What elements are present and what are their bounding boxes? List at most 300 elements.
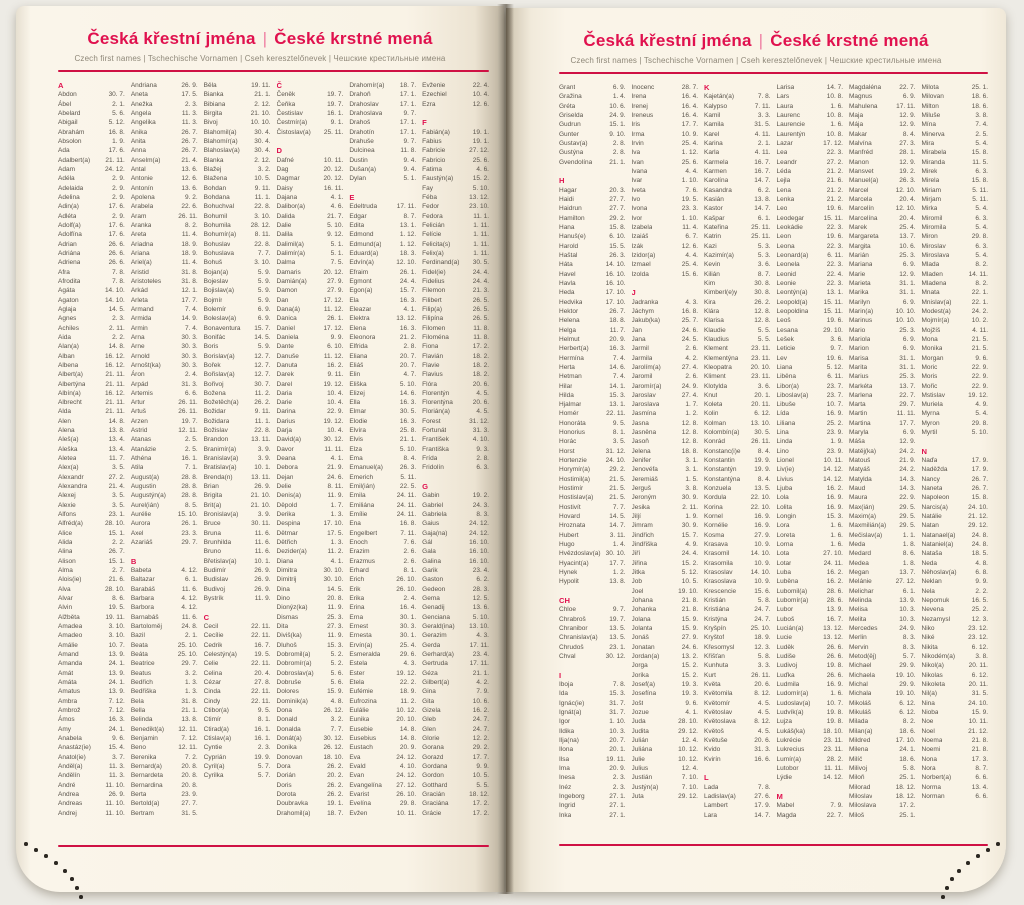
name-entry [777, 475, 844, 484]
name-day-date: 31. 1. [899, 354, 916, 362]
name-day-date: 3. 6. [830, 335, 843, 343]
name-day-date: 7. 12. [108, 706, 125, 714]
given-name: Jozue [631, 708, 649, 716]
name-day-date: 13. 12. [823, 634, 843, 642]
name-entry [632, 493, 699, 502]
name-entry [422, 249, 489, 258]
name-entry [632, 624, 699, 633]
name-day-date: 2. 7. [112, 567, 125, 575]
given-name: Armand [130, 305, 154, 313]
name-entry [204, 184, 271, 193]
given-name: Kryštof [704, 634, 725, 642]
given-name: Luboš [776, 615, 795, 623]
name-entry [204, 193, 271, 202]
name-day-date: 21. 8. [971, 736, 988, 744]
name-entry [777, 326, 844, 335]
given-name: Gema [422, 595, 440, 603]
name-entry [777, 717, 844, 726]
name-day-date: 2. 6. [685, 345, 698, 353]
name-day-date: 21. 10. [250, 492, 271, 500]
given-name: Dora [276, 762, 291, 770]
name-entry [849, 335, 916, 344]
given-name: Arnošt(ka) [130, 361, 161, 369]
name-day-date: 12. 10. [895, 186, 916, 194]
name-entry [58, 519, 125, 528]
name-entry [349, 212, 416, 221]
name-entry [849, 214, 916, 223]
name-day-date: 16. 3. [108, 716, 125, 724]
given-name: Eleazar [349, 305, 372, 313]
given-name: Bianka [203, 91, 224, 99]
name-entry [277, 519, 344, 528]
name-entry [204, 743, 271, 752]
name-entry [422, 631, 489, 640]
name-column [922, 83, 989, 824]
name-day-date: 24. 4. [472, 268, 489, 276]
given-name: Aristoteles [130, 277, 162, 285]
name-day-date: 19. 7. [327, 100, 344, 108]
given-name: Abelard [58, 109, 81, 117]
given-name: Milena [849, 746, 869, 754]
name-day-date: 26. 7. [181, 128, 198, 136]
name-day-date: 7. 11. [754, 102, 771, 110]
name-entry [632, 512, 699, 521]
name-day-date: 25. 1. [971, 84, 988, 91]
name-entry [204, 734, 271, 743]
name-day-date: 13. 5. [609, 634, 626, 642]
given-name: Ctislav(a) [203, 734, 232, 742]
given-name: František [422, 436, 449, 444]
name-entry [632, 671, 699, 680]
name-day-date: 26. 1. [181, 520, 198, 528]
name-day-date: 17. 6. [108, 147, 125, 155]
name-entry [58, 435, 125, 444]
name-entry [777, 158, 844, 167]
name-day-date: 21. 12. [968, 727, 988, 735]
name-day-date: 11. 10. [105, 800, 125, 808]
name-day-date: 8. 4. [757, 475, 771, 483]
name-entry [131, 118, 198, 127]
given-name: Myrna [921, 410, 940, 418]
name-day-date: 5. 9. [257, 296, 271, 304]
given-name: Axel [130, 529, 144, 537]
name-entry [422, 333, 489, 342]
name-day-date: 21. 5. [609, 494, 626, 502]
name-day-date: 3. 9. [257, 445, 271, 453]
name-entry [58, 659, 125, 668]
given-name: Linda [776, 438, 793, 446]
name-entry [349, 566, 416, 575]
name-day-date: 19. 6. [826, 354, 843, 362]
given-name: Maura [849, 494, 868, 502]
name-entry [632, 176, 699, 185]
given-name: Ctirad(a) [203, 725, 229, 733]
name-entry [58, 184, 125, 193]
name-day-date: 27. 9. [681, 634, 698, 642]
name-entry [559, 102, 626, 111]
name-day-date: 4. 3. [685, 298, 698, 306]
name-entry [632, 540, 699, 549]
name-day-date: 16. 8. [399, 520, 417, 528]
name-day-date: 29. 2. [609, 466, 626, 474]
given-name: Markéta [849, 382, 873, 390]
given-name: Květomír [704, 699, 731, 707]
given-name: Eliáš [349, 361, 364, 369]
name-day-date: 7. 5. [330, 259, 344, 267]
given-name: Ingrid [559, 802, 576, 810]
name-entry [58, 174, 125, 183]
name-day-date: 10. 3. [899, 606, 916, 614]
given-name: Bohuslav [203, 240, 231, 248]
name-day-date: 5. 12. [108, 119, 125, 127]
name-entry [277, 230, 344, 239]
name-entry [204, 342, 271, 351]
name-entry [559, 475, 626, 484]
given-name: Grácie [422, 809, 442, 817]
name-day-date: 27. 10. [823, 550, 843, 558]
name-day-date: 28. 10. [104, 585, 125, 593]
name-day-date: 21. 2. [826, 195, 843, 203]
name-day-date: 7. 1. [185, 464, 198, 472]
name-entry [277, 538, 344, 547]
given-name: Blahomil(a) [203, 128, 237, 136]
given-name: Jasmína [631, 410, 657, 418]
name-entry [277, 771, 344, 780]
name-day-date: 14. 11. [968, 270, 988, 278]
name-entry [777, 409, 844, 418]
name-entry [131, 706, 198, 715]
name-day-date: 21. 5. [971, 335, 988, 343]
name-day-date: 31. 8. [181, 268, 198, 276]
name-day-date: 1. 10. [609, 718, 626, 726]
name-entry [632, 615, 699, 624]
given-name: Marek [849, 223, 868, 231]
given-name: Ilona [559, 746, 574, 754]
name-entry [922, 382, 989, 391]
given-name: Mario [849, 326, 866, 334]
name-day-date: 14. 8. [399, 725, 417, 733]
name-day-date: 11. 8. [473, 324, 489, 332]
name-day-date: 27. 2. [108, 473, 125, 481]
name-day-date: 26. 7. [108, 548, 125, 556]
name-entry [849, 354, 916, 363]
name-entry [131, 305, 198, 314]
name-entry [422, 426, 489, 435]
name-day-date: 1. 6. [830, 102, 843, 110]
given-name: Agaton [58, 296, 79, 304]
name-day-date: 12. 9. [899, 270, 916, 278]
name-day-date: 6. 1. [185, 576, 198, 584]
name-day-date: 14. 5. [327, 585, 344, 593]
given-name: Atanas [130, 436, 152, 444]
name-day-date: 20. 10. [750, 363, 771, 371]
name-day-date: 3. 6. [757, 382, 771, 390]
name-day-date: 16. 9. [754, 513, 771, 521]
given-name: Honorius [559, 429, 586, 437]
name-day-date: 9. 7. [612, 606, 626, 614]
given-name: Bela [130, 697, 144, 705]
name-day-date: 26. 2. [327, 790, 344, 798]
name-entry [559, 354, 626, 363]
given-name: Mikoláš [849, 699, 872, 707]
name-entry [632, 195, 699, 204]
name-entry [422, 743, 489, 752]
given-name: Lucián(a) [776, 625, 804, 633]
name-entry [849, 811, 916, 820]
name-day-date: 16. 7. [754, 158, 771, 166]
given-name: Margareta [849, 233, 879, 241]
name-day-date: 17. 1. [399, 128, 417, 136]
name-day-date: 9. 10. [609, 130, 626, 138]
given-name: Jenovéfa [631, 466, 658, 474]
title-divider: | [758, 31, 764, 50]
name-day-date: 26. 7. [609, 307, 626, 315]
name-entry [204, 529, 271, 538]
name-day-date: 4. 9. [685, 541, 698, 549]
name-entry [58, 482, 125, 491]
name-entry [131, 734, 198, 743]
name-entry [922, 521, 989, 530]
name-day-date: 21. 4. [181, 156, 198, 164]
name-entry [131, 324, 198, 333]
name-entry [422, 687, 489, 696]
name-day-date: 2. 2. [112, 539, 125, 547]
name-entry [704, 382, 771, 391]
given-name: Jan [631, 326, 642, 334]
name-entry [204, 81, 271, 90]
name-day-date: 19. 6. [826, 205, 843, 213]
given-name: Marlena [849, 391, 873, 399]
name-entry [559, 214, 626, 223]
name-entry [922, 344, 989, 353]
given-name: Dafné [276, 156, 294, 164]
given-name: Johana [631, 597, 653, 605]
given-name: Emila [349, 492, 366, 500]
name-entry [349, 706, 416, 715]
given-name: Celina [203, 669, 223, 677]
given-name: Mirka [921, 205, 938, 213]
name-entry [131, 81, 198, 90]
name-day-date: 14. 10. [605, 261, 626, 269]
given-name: Božena [203, 389, 226, 397]
name-entry [277, 715, 344, 724]
given-name: Andrej [58, 809, 77, 817]
name-entry [559, 484, 626, 493]
name-entry [849, 288, 916, 297]
given-name: Libuše [776, 401, 796, 409]
name-day-date: 14. 7. [754, 205, 771, 213]
name-day-date: 26. 12. [323, 706, 344, 714]
name-day-date: 9. 9. [975, 578, 988, 586]
given-name: Miluše [921, 111, 941, 119]
name-day-date: 4. 1. [685, 708, 698, 716]
name-day-date: 23. 7. [826, 382, 843, 390]
name-entry [204, 445, 271, 454]
name-day-date: 18. 8. [609, 317, 626, 325]
name-entry [632, 559, 699, 568]
name-day-date: 10. 5. [681, 578, 698, 586]
given-name: Krasomil [704, 550, 730, 558]
name-day-date: 16. 1. [254, 734, 271, 742]
given-name: Marika [849, 289, 869, 297]
name-entry [632, 158, 699, 167]
name-entry [204, 669, 271, 678]
name-entry [131, 575, 198, 584]
given-name: Leona [776, 242, 795, 250]
name-day-date: 11. 3. [109, 772, 125, 780]
name-day-date: 23. 4. [472, 651, 489, 659]
name-entry [632, 232, 699, 241]
name-day-date: 5. 12. [826, 363, 843, 371]
name-entry [849, 260, 916, 269]
name-day-date: 7. 4. [185, 324, 198, 332]
given-name: Flavius [422, 371, 443, 379]
given-name: Krasoslava [704, 578, 737, 586]
name-day-date: 11. 1. [473, 212, 489, 220]
name-entry [777, 382, 844, 391]
name-day-date: 22. 3. [826, 279, 843, 287]
name-entry [632, 92, 699, 101]
name-day-date: 3. 5. [112, 492, 125, 500]
given-name: Debora [276, 464, 298, 472]
name-day-date: 14. 7. [609, 522, 626, 530]
given-name: Mína [921, 121, 936, 129]
name-day-date: 1. 11. [473, 231, 489, 239]
given-name: Barbora [130, 604, 154, 612]
name-entry [559, 298, 626, 307]
given-name: Erina [349, 604, 365, 612]
name-entry [559, 624, 626, 633]
name-day-date: 30. 11. [251, 520, 271, 528]
name-day-date: 26. 2. [327, 762, 344, 770]
name-entry [349, 90, 416, 99]
name-entry [849, 708, 916, 717]
given-name: Jindřiška [631, 541, 658, 549]
spacer-row [277, 137, 344, 146]
name-day-date: 2. 5. [975, 130, 988, 138]
name-entry [849, 624, 916, 633]
given-name: Bratislav(a) [203, 464, 237, 472]
name-day-date: 29. 6. [399, 651, 417, 659]
name-day-date: 16. 4. [399, 604, 417, 612]
name-entry [204, 762, 271, 771]
given-name: Jolana [631, 615, 651, 623]
given-name: Armida [130, 315, 152, 323]
name-entry [922, 428, 989, 437]
given-name: Margita [849, 242, 871, 250]
given-name: Leopoldina [776, 307, 809, 315]
given-name: Natanael(a) [921, 531, 956, 539]
name-day-date: 16. 7. [826, 615, 843, 623]
name-day-date: 5. 8. [902, 764, 916, 772]
name-entry [777, 811, 844, 820]
name-entry [777, 139, 844, 148]
name-day-date: 20. 1. [754, 391, 771, 399]
given-name: Natan [921, 522, 939, 530]
name-entry [422, 510, 489, 519]
given-name: Cindy [203, 697, 221, 705]
given-name: Kunhuta [704, 662, 729, 670]
name-day-date: 15. 3. [826, 513, 843, 521]
name-entry [131, 417, 198, 426]
name-entry [849, 400, 916, 409]
name-entry [131, 184, 198, 193]
name-day-date: 19. 3. [681, 690, 698, 698]
spacer-row [422, 109, 489, 118]
given-name: Eusebius [349, 734, 377, 742]
given-name: Bohumila [203, 221, 231, 229]
name-entry [349, 650, 416, 659]
name-day-date: 11. 6. [254, 529, 271, 537]
name-day-date: 25. 6. [681, 158, 698, 166]
name-entry [559, 83, 626, 92]
name-day-date: 9. 11. [254, 408, 271, 416]
name-entry [632, 307, 699, 316]
given-name: Aram [130, 212, 147, 220]
given-name: Fabián(a) [422, 128, 450, 136]
name-entry [632, 437, 699, 446]
given-name: Jadranka [631, 298, 659, 306]
given-name: Kasandra [704, 186, 732, 194]
name-day-date: 17. 2. [899, 802, 916, 810]
name-day-date: 14. 10. [750, 569, 771, 577]
given-name: Fatima [422, 165, 443, 173]
name-entry [349, 258, 416, 267]
name-day-date: 25. 3. [327, 613, 344, 621]
given-name: Kristiána [704, 606, 730, 614]
given-name: Julián [631, 736, 649, 744]
name-entry [204, 491, 271, 500]
given-name: Dionýz(ka) [276, 604, 308, 612]
name-day-date: 16. 12. [104, 361, 125, 369]
name-entry [922, 298, 989, 307]
given-name: Blahomír(a) [203, 137, 238, 145]
given-name: Fridolín [422, 464, 444, 472]
given-name: August(a) [130, 473, 160, 481]
given-name: Miloň [849, 774, 865, 782]
name-entry [204, 426, 271, 435]
name-entry [422, 669, 489, 678]
given-name: Herbert(a) [559, 345, 589, 353]
title-czech: Česká křestní jména [87, 29, 256, 48]
name-day-date: 20. 8. [181, 781, 198, 789]
name-entry [632, 755, 699, 764]
name-day-date: 19. 10. [678, 587, 698, 595]
name-entry [349, 221, 416, 230]
name-day-date: 5. 10. [399, 380, 417, 388]
name-entry [559, 139, 626, 148]
name-day-date: 11. 3. [109, 762, 125, 770]
name-day-date: 25. 11. [751, 233, 771, 241]
name-day-date: 24. 4. [472, 277, 489, 285]
given-name: Lena [776, 186, 791, 194]
name-entry [777, 493, 844, 502]
given-name: Horác [559, 438, 577, 446]
given-name: Evelína [349, 800, 372, 808]
given-name: Medard [849, 550, 872, 558]
name-day-date: 6. 3. [476, 464, 489, 472]
given-name: Jarmila [631, 354, 653, 362]
name-day-date: 6. 1. [757, 214, 771, 222]
name-entry [632, 736, 699, 745]
name-entry [277, 314, 344, 323]
name-day-date: 30. 1. [399, 632, 417, 640]
name-entry [777, 456, 844, 465]
given-name: Dona [276, 706, 293, 714]
name-day-date: 20. 12. [323, 175, 344, 183]
name-day-date: 2. 1. [112, 100, 125, 108]
given-name: Jenifer [631, 457, 652, 465]
